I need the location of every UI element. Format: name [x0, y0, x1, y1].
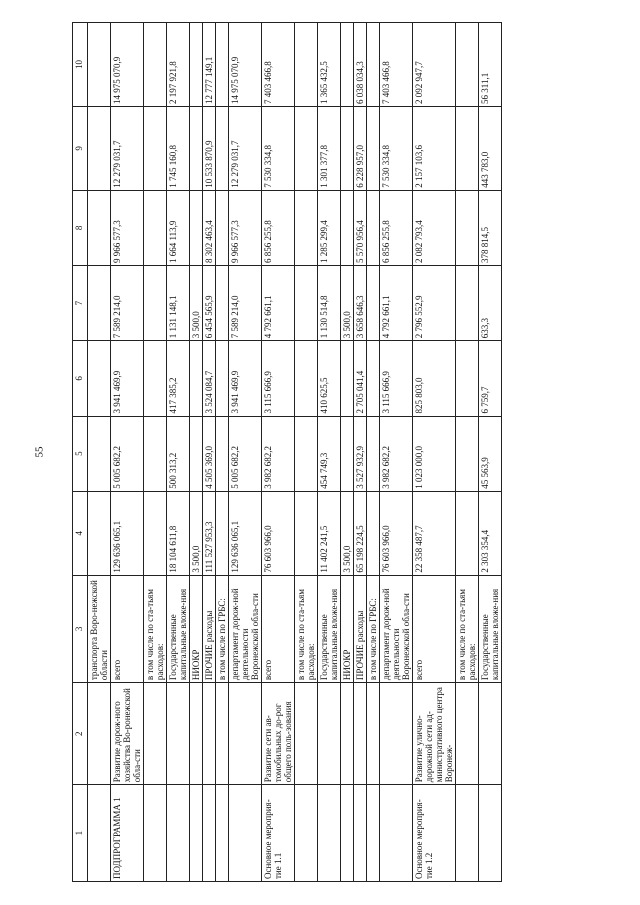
- value-cell: 7 403 466,8: [380, 23, 413, 107]
- expense-type-cell: Государственные капитальные вложе-ния: [318, 575, 341, 683]
- value-cell: [341, 106, 354, 190]
- value-cell: 4 792 661,1: [380, 266, 413, 341]
- value-cell: 825 803,0: [413, 341, 456, 416]
- expense-type-cell: Государственные капитальные вложе-ния: [167, 575, 190, 683]
- table-row: [190, 23, 203, 882]
- value-cell: [88, 266, 111, 341]
- value-cell: 76 603 966,0: [380, 491, 413, 575]
- value-cell: [295, 106, 318, 190]
- value-cell: [341, 416, 354, 491]
- value-cell: 378 814,5: [479, 190, 502, 265]
- row-label-cell: [216, 785, 229, 882]
- value-cell: 45 563,9: [479, 416, 502, 491]
- value-cell: [341, 341, 354, 416]
- value-cell: 129 636 065,1: [111, 491, 144, 575]
- table-row: [111, 23, 144, 882]
- value-cell: [88, 106, 111, 190]
- value-cell: [456, 341, 479, 416]
- value-cell: 7 530 334,8: [380, 106, 413, 190]
- expense-type-cell: ПРОЧИЕ расходы: [203, 575, 216, 683]
- value-cell: 410 625,5: [318, 341, 341, 416]
- value-cell: [216, 341, 229, 416]
- value-cell: [216, 491, 229, 575]
- expense-type-cell: Государственные капитальные вложе-ния: [479, 575, 502, 683]
- column-header: 7: [73, 266, 88, 341]
- value-cell: 6 759,7: [479, 341, 502, 416]
- row-description-cell: Развитие дорож-ного хозяйства Во-ронежской обла-сти: [111, 683, 144, 785]
- value-cell: 7 589 214,0: [229, 266, 262, 341]
- value-cell: 3 982 682,2: [380, 416, 413, 491]
- value-cell: [88, 190, 111, 265]
- value-cell: 3 527 932,9: [354, 416, 367, 491]
- table-row: [229, 23, 262, 882]
- value-cell: 454 749,3: [318, 416, 341, 491]
- value-cell: 7 530 334,8: [262, 106, 295, 190]
- table-row: [203, 23, 216, 882]
- row-label-cell: [88, 785, 111, 882]
- row-label-cell: [479, 785, 502, 882]
- value-cell: [144, 23, 167, 107]
- value-cell: 3 500,0: [190, 266, 203, 341]
- column-header: 6: [73, 341, 88, 416]
- value-cell: 417 385,2: [167, 341, 190, 416]
- row-label-cell: [144, 785, 167, 882]
- value-cell: [341, 23, 354, 107]
- expense-type-cell: в том числе по ГРБС:: [216, 575, 229, 683]
- value-cell: [216, 266, 229, 341]
- value-cell: 56 311,1: [479, 23, 502, 107]
- value-cell: 6 454 565,9: [203, 266, 216, 341]
- value-cell: [216, 190, 229, 265]
- header-row: [73, 23, 88, 882]
- value-cell: [216, 106, 229, 190]
- column-header: 2: [73, 683, 88, 785]
- value-cell: 6 856 255,8: [380, 190, 413, 265]
- table-row: [144, 23, 167, 882]
- value-cell: 1 365 432,5: [318, 23, 341, 107]
- value-cell: 5 570 956,4: [354, 190, 367, 265]
- row-label-cell: [341, 785, 354, 882]
- value-cell: [367, 491, 380, 575]
- value-cell: [456, 491, 479, 575]
- value-cell: 7 589 214,0: [111, 266, 144, 341]
- value-cell: [144, 190, 167, 265]
- expense-type-cell: департамент дорож-ной деятельности Воронежской обла-сти: [380, 575, 413, 683]
- value-cell: 1 131 148,1: [167, 266, 190, 341]
- value-cell: 9 966 577,3: [111, 190, 144, 265]
- table-row: [318, 23, 341, 882]
- value-cell: 22 358 487,7: [413, 491, 456, 575]
- value-cell: 2 796 552,9: [413, 266, 456, 341]
- value-cell: 3 524 084,7: [203, 341, 216, 416]
- row-label-cell: [456, 785, 479, 882]
- value-cell: 1 745 160,8: [167, 106, 190, 190]
- table-row: [295, 23, 318, 882]
- row-description-cell: [190, 683, 203, 785]
- value-cell: 65 198 224,5: [354, 491, 367, 575]
- value-cell: [190, 341, 203, 416]
- row-label-cell: [190, 785, 203, 882]
- row-description-cell: [144, 683, 167, 785]
- table-row: [456, 23, 479, 882]
- page-number: 55: [33, 446, 46, 458]
- value-cell: [295, 341, 318, 416]
- row-label-cell: [167, 785, 190, 882]
- value-cell: 14 975 070,9: [229, 23, 262, 107]
- value-cell: [456, 23, 479, 107]
- row-description-cell: [380, 683, 413, 785]
- value-cell: 111 527 953,3: [203, 491, 216, 575]
- value-cell: 6 038 034,3: [354, 23, 367, 107]
- value-cell: [88, 23, 111, 107]
- row-label-cell: [367, 785, 380, 882]
- value-cell: 1 023 000,0: [413, 416, 456, 491]
- value-cell: 2 705 041,4: [354, 341, 367, 416]
- value-cell: 5 005 682,2: [229, 416, 262, 491]
- value-cell: [295, 491, 318, 575]
- value-cell: 12 279 031,7: [229, 106, 262, 190]
- row-label-cell: [318, 785, 341, 882]
- row-label-cell: Основное мероприя-тие 1.2: [413, 785, 456, 882]
- value-cell: 4 792 661,1: [262, 266, 295, 341]
- row-label-cell: [295, 785, 318, 882]
- value-cell: 76 603 966,0: [262, 491, 295, 575]
- value-cell: [190, 416, 203, 491]
- value-cell: [295, 266, 318, 341]
- value-cell: [216, 23, 229, 107]
- row-description-cell: [203, 683, 216, 785]
- value-cell: 10 533 870,9: [203, 106, 216, 190]
- column-header: 5: [73, 416, 88, 491]
- table-row: [341, 23, 354, 882]
- value-cell: 2 157 103,6: [413, 106, 456, 190]
- value-cell: [190, 106, 203, 190]
- expense-type-cell: транспорта Воро-нежской области: [88, 575, 111, 683]
- value-cell: [456, 190, 479, 265]
- row-label-cell: ПОДПРОГРАММА 1: [111, 785, 144, 882]
- value-cell: [456, 266, 479, 341]
- row-description-cell: Развитие улично-дорожной сети ад-министративного центра Воронеж-: [413, 683, 456, 785]
- row-description-cell: [216, 683, 229, 785]
- table-row: [262, 23, 295, 882]
- table-row: [380, 23, 413, 882]
- value-cell: 3 115 666,9: [380, 341, 413, 416]
- table-row: [216, 23, 229, 882]
- row-description-cell: [456, 683, 479, 785]
- value-cell: 3 658 646,3: [354, 266, 367, 341]
- value-cell: 443 783,0: [479, 106, 502, 190]
- value-cell: 9 966 577,3: [229, 190, 262, 265]
- value-cell: 1 130 514,8: [318, 266, 341, 341]
- value-cell: 8 302 463,4: [203, 190, 216, 265]
- value-cell: 129 636 065,1: [229, 491, 262, 575]
- table-row: [367, 23, 380, 882]
- row-description-cell: [167, 683, 190, 785]
- value-cell: [456, 416, 479, 491]
- column-header: 1: [73, 785, 88, 882]
- value-cell: [144, 341, 167, 416]
- value-cell: 18 104 611,8: [167, 491, 190, 575]
- value-cell: 6 228 957,0: [354, 106, 367, 190]
- value-cell: [367, 23, 380, 107]
- value-cell: 12 279 031,7: [111, 106, 144, 190]
- value-cell: 500 313,2: [167, 416, 190, 491]
- row-label-cell: Основное мероприя-тие 1.1: [262, 785, 295, 882]
- value-cell: 2 092 947,7: [413, 23, 456, 107]
- row-description-cell: [88, 683, 111, 785]
- value-cell: [367, 266, 380, 341]
- value-cell: [367, 416, 380, 491]
- value-cell: [190, 190, 203, 265]
- value-cell: [144, 266, 167, 341]
- value-cell: [88, 416, 111, 491]
- expense-type-cell: всего: [111, 575, 144, 683]
- table-row: [354, 23, 367, 882]
- row-description-cell: [229, 683, 262, 785]
- value-cell: [295, 190, 318, 265]
- value-cell: 2 082 793,4: [413, 190, 456, 265]
- table-body: [88, 23, 502, 882]
- row-label-cell: [380, 785, 413, 882]
- value-cell: 3 941 469,9: [111, 341, 144, 416]
- value-cell: 3 500,0: [341, 266, 354, 341]
- table-row: [413, 23, 456, 882]
- expense-type-cell: в том числе по ста-тьям расходов:: [144, 575, 167, 683]
- budget-table: [72, 22, 502, 882]
- value-cell: 2 303 354,4: [479, 491, 502, 575]
- expense-type-cell: всего: [413, 575, 456, 683]
- value-cell: 3 115 666,9: [262, 341, 295, 416]
- value-cell: 3 500,0: [341, 491, 354, 575]
- value-cell: [144, 491, 167, 575]
- expense-type-cell: ПРОЧИЕ расходы: [354, 575, 367, 683]
- row-description-cell: Развитие сети ав-томобильных до-рог общего поль-зования: [262, 683, 295, 785]
- column-header: 9: [73, 106, 88, 190]
- expense-type-cell: департамент дорож-ной деятельности Воронежской обла-сти: [229, 575, 262, 683]
- row-label-cell: [203, 785, 216, 882]
- value-cell: [367, 190, 380, 265]
- row-description-cell: [295, 683, 318, 785]
- expense-type-cell: всего: [262, 575, 295, 683]
- table-row: [88, 23, 111, 882]
- row-description-cell: [341, 683, 354, 785]
- value-cell: 2 197 921,8: [167, 23, 190, 107]
- value-cell: 11 402 241,5: [318, 491, 341, 575]
- value-cell: 3 982 682,2: [262, 416, 295, 491]
- table-row: [167, 23, 190, 882]
- value-cell: 1 664 113,9: [167, 190, 190, 265]
- value-cell: [144, 416, 167, 491]
- expense-type-cell: в том числе по ГРБС:: [367, 575, 380, 683]
- value-cell: 7 403 466,8: [262, 23, 295, 107]
- value-cell: [295, 23, 318, 107]
- value-cell: 3 941 469,9: [229, 341, 262, 416]
- value-cell: [88, 491, 111, 575]
- row-description-cell: [354, 683, 367, 785]
- value-cell: 1 301 377,8: [318, 106, 341, 190]
- value-cell: [190, 23, 203, 107]
- value-cell: 14 975 070,9: [111, 23, 144, 107]
- value-cell: 1 285 299,4: [318, 190, 341, 265]
- expense-type-cell: в том числе по ста-тьям расходов:: [295, 575, 318, 683]
- expense-type-cell: НИОКР: [341, 575, 354, 683]
- value-cell: [144, 106, 167, 190]
- table-row: [479, 23, 502, 882]
- value-cell: 5 005 682,2: [111, 416, 144, 491]
- value-cell: 6 856 255,8: [262, 190, 295, 265]
- column-header: 8: [73, 190, 88, 265]
- value-cell: 12 777 149,1: [203, 23, 216, 107]
- value-cell: [341, 190, 354, 265]
- column-header: 4: [73, 491, 88, 575]
- expense-type-cell: в том числе по ста-тьям расходов:: [456, 575, 479, 683]
- expense-type-cell: НИОКР: [190, 575, 203, 683]
- value-cell: [456, 106, 479, 190]
- row-description-cell: [479, 683, 502, 785]
- value-cell: [88, 341, 111, 416]
- value-cell: 633,3: [479, 266, 502, 341]
- value-cell: 3 500,0: [190, 491, 203, 575]
- row-description-cell: [318, 683, 341, 785]
- value-cell: [295, 416, 318, 491]
- value-cell: 4 505 369,0: [203, 416, 216, 491]
- column-header: 3: [73, 575, 88, 683]
- value-cell: [367, 341, 380, 416]
- row-label-cell: [354, 785, 367, 882]
- row-label-cell: [229, 785, 262, 882]
- row-description-cell: [367, 683, 380, 785]
- value-cell: [216, 416, 229, 491]
- column-header: 10: [73, 23, 88, 107]
- value-cell: [367, 106, 380, 190]
